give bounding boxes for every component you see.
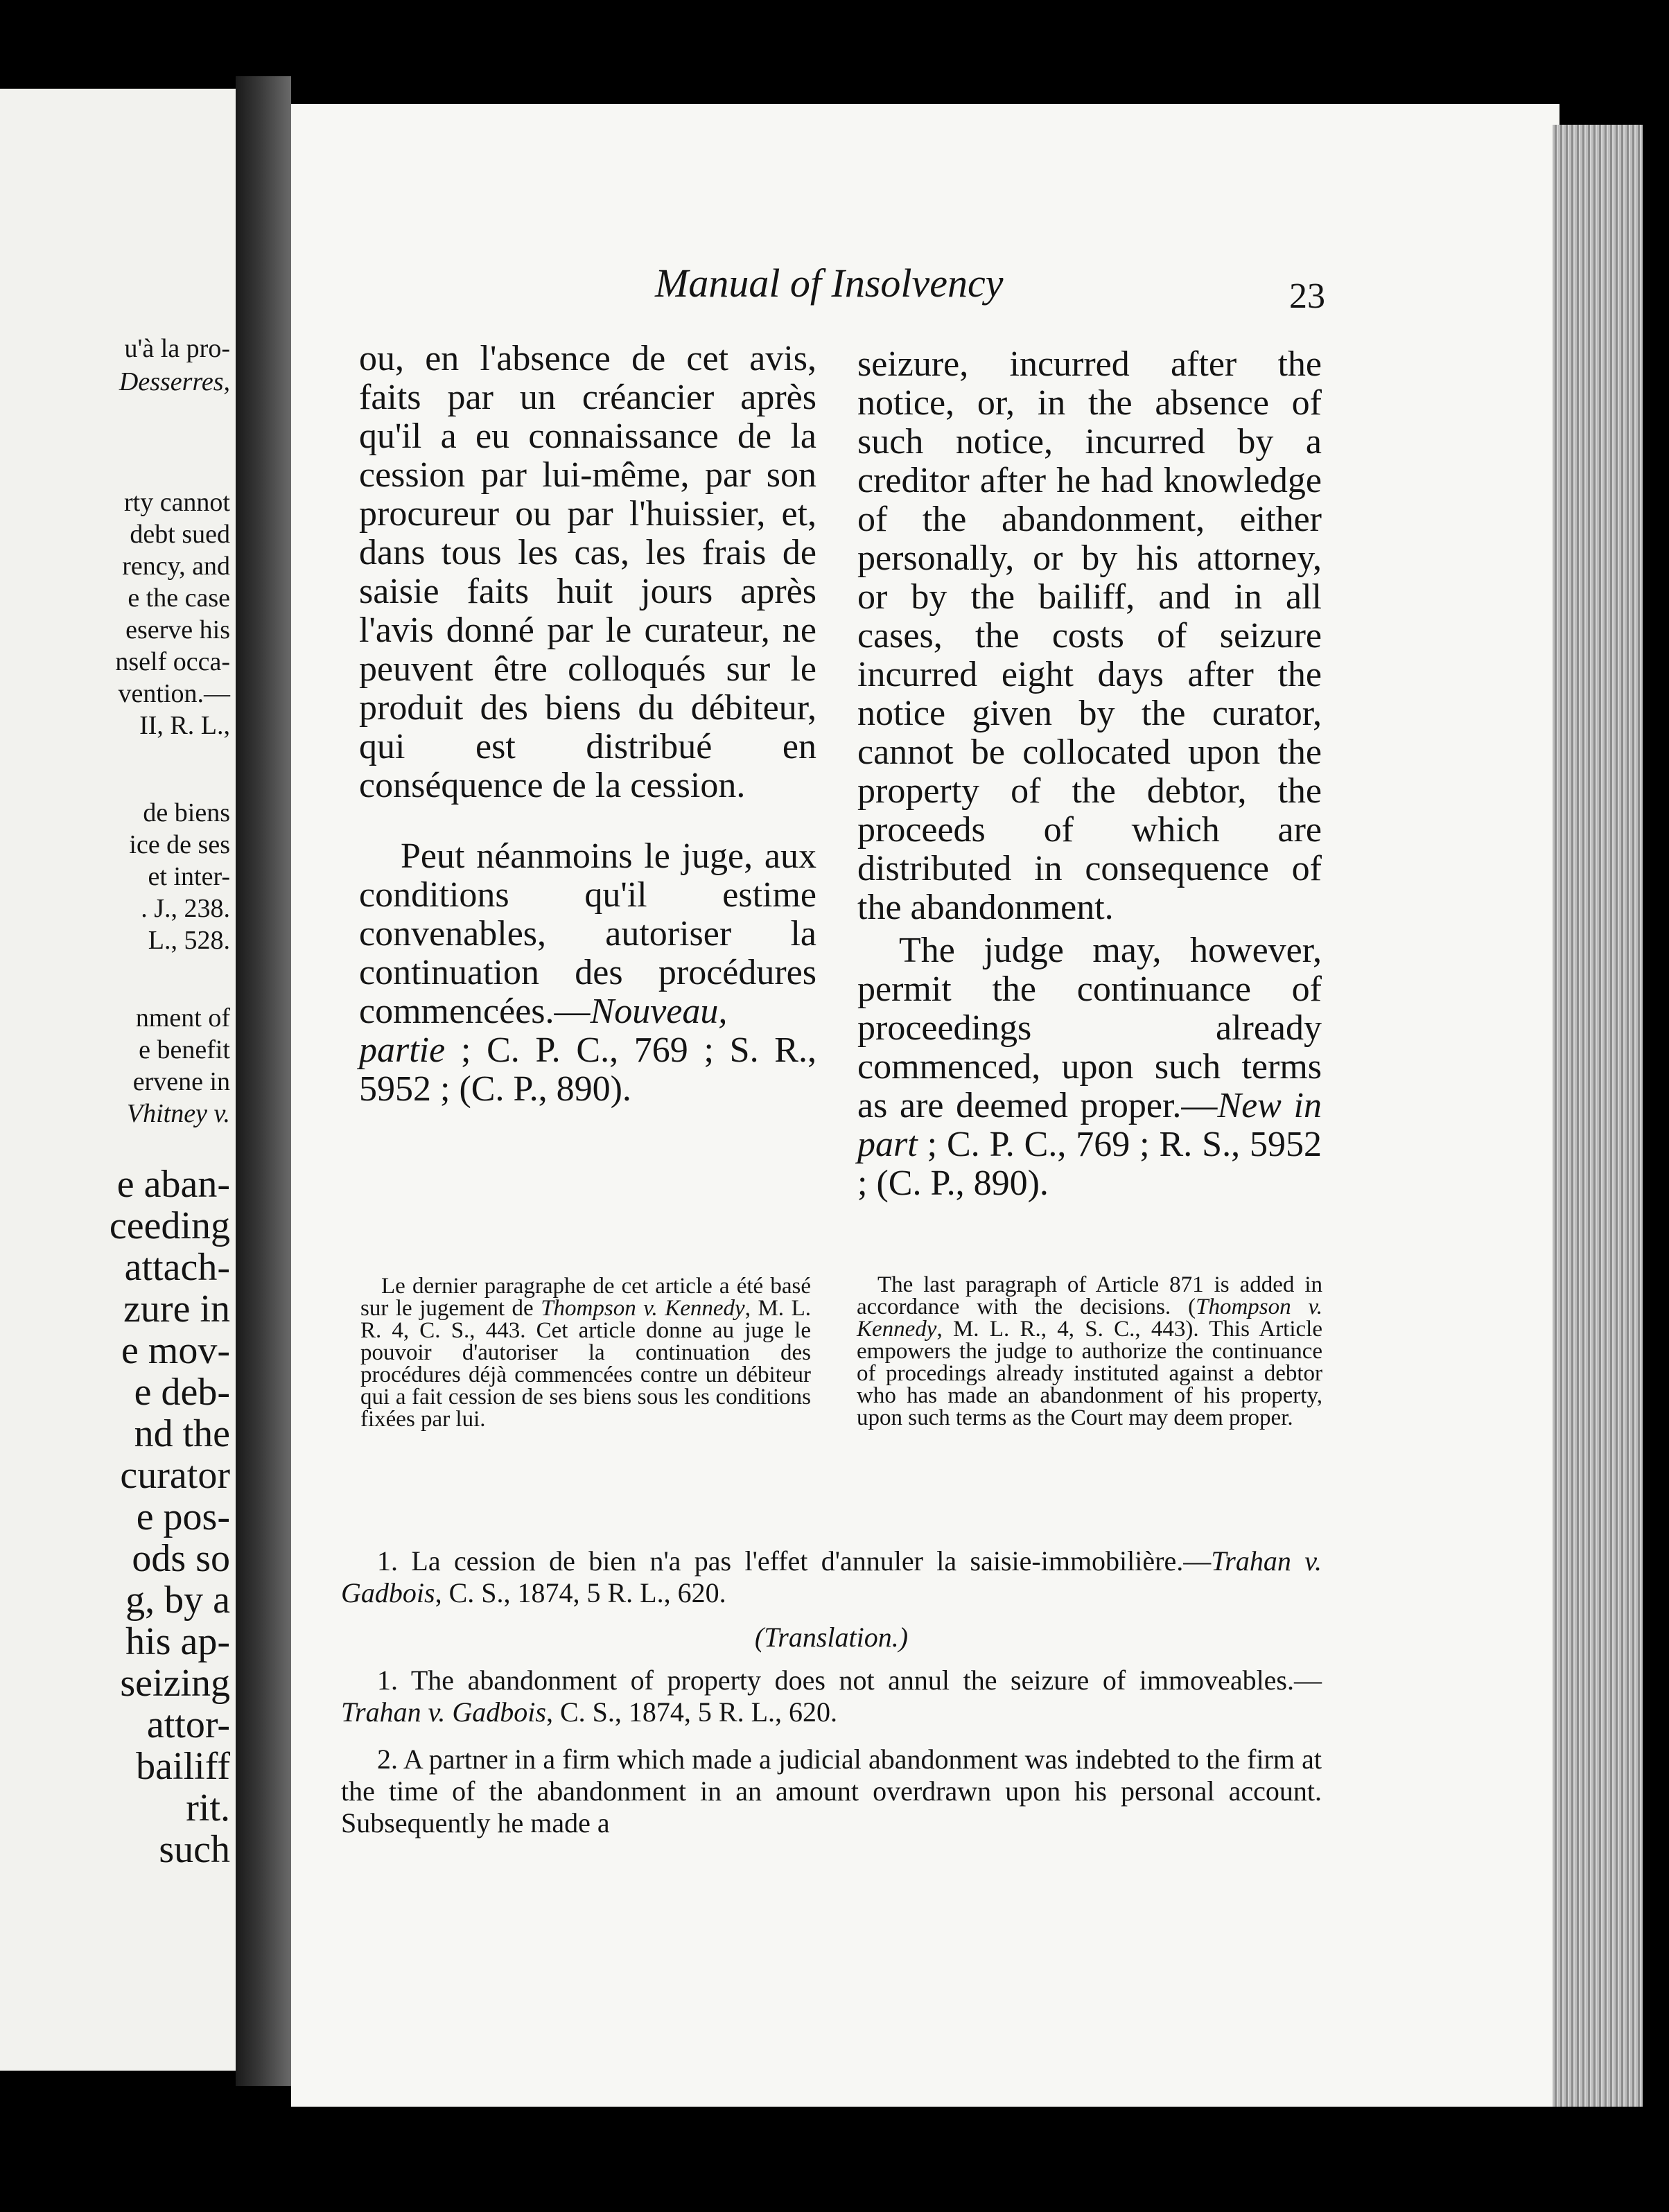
left-line: e deb- <box>134 1371 230 1414</box>
english-para2-source: New in part <box>857 1086 1322 1164</box>
french-jurisprudence-1 <box>341 1545 1322 1609</box>
french-para2-citation: ; C. P. C., 769 ; S. R., 5952 ; (C. P., 890). <box>359 1030 816 1109</box>
english-paragraph-1: seizure, incurred after the notice, or, in the absence of such notice, incurred by a creditor after he had knowledge of the abandonment, either personally, or by his attorney, or by the bailiff, and in all cases, the costs of seizure incurred eight days after the notice given by the curator, cannot be collocated upon the property of the debtor, the proceeds of which are distributed in consequence of the abandonment. <box>857 344 1322 927</box>
en-item1-case: Trahan v. Gadbois <box>341 1696 546 1728</box>
left-line: g, by a <box>125 1579 230 1622</box>
left-line: L., 528. <box>148 926 230 955</box>
left-line: curator <box>120 1454 230 1497</box>
english-note-text-2: , M. L. R., 4, S. C., 443). This Article empowers the judge to authorize the continuance of procedings already instituted against a debtor who has made an abandonment of his property, upon such terms as the Court may deem proper. <box>857 1317 1322 1430</box>
english-jurisprudence-1 <box>341 1665 1322 1728</box>
english-jurisprudence-2: 2. A partner in a firm which made a judicial abandonment was indebted to the firm at the time of the abandonment in an amount overdrawn upon his personal account. Subsequently he made a <box>341 1744 1322 1838</box>
french-column <box>359 340 816 1109</box>
left-line: ceeding <box>109 1204 230 1247</box>
left-line: rency, and <box>122 552 230 581</box>
left-line: e the case <box>128 583 230 613</box>
page-number: 23 <box>1289 276 1325 316</box>
page-edges <box>1553 125 1643 2107</box>
left-line: ods so <box>132 1537 230 1580</box>
left-line: II, R. L., <box>139 711 230 740</box>
left-page-fragment <box>0 89 236 2071</box>
left-line: debt sued <box>130 520 230 549</box>
english-footnote <box>857 1274 1322 1429</box>
left-line: attach- <box>124 1246 230 1289</box>
left-line: eserve his <box>125 615 230 644</box>
left-line: bailiff <box>136 1745 230 1788</box>
english-para2-text: The judge may, however, permit the continuance of proceedings already commenced, upon such terms as are deemed proper.— <box>857 931 1322 1125</box>
english-column <box>857 345 1322 1203</box>
french-para2-source: Nouveau, partie <box>359 992 728 1070</box>
jurisprudence-section <box>341 1545 1322 1839</box>
left-line: attor- <box>146 1703 230 1746</box>
left-line: nself occa- <box>115 647 230 676</box>
left-line: ervene in <box>132 1067 230 1096</box>
left-line: zure in <box>123 1288 230 1331</box>
en-item1-cite: , C. S., 1874, 5 R. L., 620. <box>545 1696 838 1728</box>
left-line: seizing <box>120 1662 230 1705</box>
french-note-text: Le dernier paragraphe de cet article a été basé sur le jugement de <box>360 1274 811 1321</box>
left-line: nd the <box>134 1412 230 1455</box>
left-line: e benefit <box>139 1035 230 1064</box>
english-note-case: Thompson v. Kennedy <box>857 1294 1322 1342</box>
left-line: ice de ses <box>129 830 230 859</box>
french-para2-text: Peut néanmoins le juge, aux conditions qu'il estime convenables, autoriser la continuation des procédures commencées.— <box>359 836 816 1031</box>
left-line: rit. <box>186 1787 230 1829</box>
left-line: e mov- <box>121 1329 230 1372</box>
french-note-case: Thompson v. Kennedy <box>541 1296 745 1321</box>
fr-item1-text: 1. La cession de bien n'a pas l'effet d'annuler la saisie-immobilière.— <box>377 1545 1212 1577</box>
left-line: u'à la pro- <box>124 334 230 363</box>
left-line: his ap- <box>125 1620 230 1663</box>
fr-item1-cite: , C. S., 1874, 5 R. L., 620. <box>435 1577 726 1608</box>
left-line: . J., 238. <box>141 894 230 923</box>
left-line: de biens <box>143 798 230 827</box>
en-item1-text: 1. The abandonment of property does not annul the seizure of immoveables.— <box>377 1665 1322 1696</box>
left-line: et inter- <box>148 862 230 891</box>
english-note-text: The last paragraph of Article 871 is added in accordance with the decisions. ( <box>857 1272 1322 1319</box>
translation-heading: (Translation.) <box>754 1622 909 1653</box>
left-line: e aban- <box>116 1163 230 1206</box>
left-line: Desserres, <box>119 367 230 396</box>
left-line: nment of <box>135 1003 230 1033</box>
left-line: vention.— <box>118 679 230 708</box>
english-paragraph-2 <box>857 931 1322 1203</box>
left-line: e pos- <box>136 1495 230 1538</box>
running-title: Manual of Insolvency <box>655 261 1004 306</box>
english-para2-citation: ; C. P. C., 769 ; R. S., 5952 ; (C. P., 890). <box>857 1125 1322 1203</box>
left-line: Vhitney v. <box>126 1099 230 1128</box>
french-paragraph-2 <box>359 837 816 1109</box>
french-footnote <box>360 1275 811 1430</box>
left-line: rty cannot <box>123 488 230 517</box>
french-note-text-2: , M. L. R. 4, C. S., 443. Cet article donne au juge le pouvoir d'autoriser la continuation des procédures déjà commencées contre un débiteur qui a fait cession de ses biens sous les conditions fixées par lui. <box>360 1296 811 1432</box>
left-line: such <box>159 1828 230 1871</box>
french-paragraph-1: ou, en l'absence de cet avis, faits par un créancier après qu'il a eu connaissance de la cession par lui-même, par son procureur ou par l'huissier, et, dans tous les cas, les frais de saisie faits huit jours après l'avis donné par le curateur, ne peuvent être colloqués sur le produit des biens du débiteur, qui est distribué en conséquence de la cession. <box>359 339 816 805</box>
book-gutter <box>236 76 291 2086</box>
fr-item1-case: Trahan v. Gadbois <box>341 1545 1322 1608</box>
